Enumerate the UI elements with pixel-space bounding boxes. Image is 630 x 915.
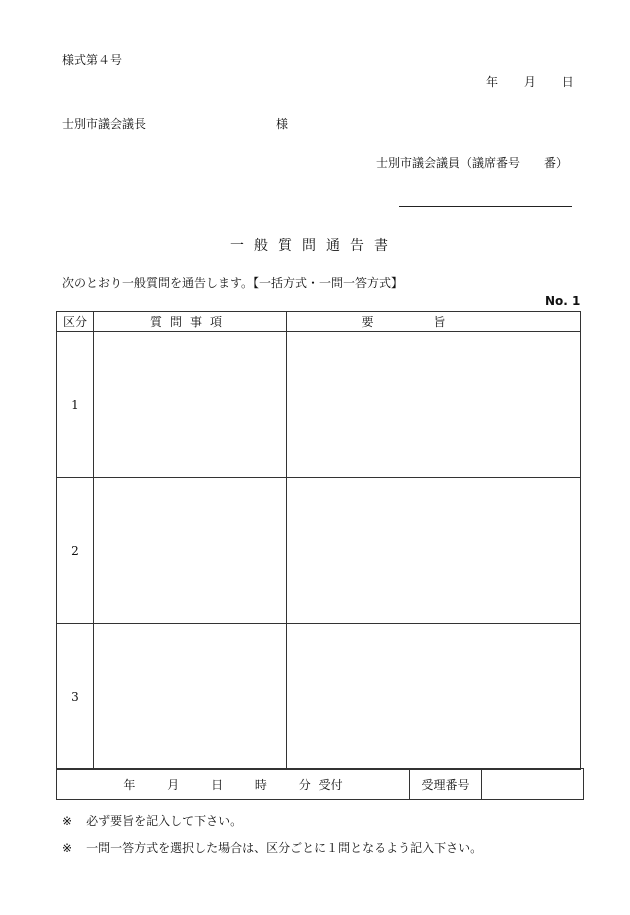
summary-cell[interactable] [287, 332, 581, 478]
question-table [56, 311, 581, 770]
receipt-year: 年 [123, 777, 136, 792]
receipt-number-field[interactable] [482, 769, 584, 800]
receipt-number-label: 受理番号 [410, 769, 482, 800]
document-title: 一般質問通告書 [230, 238, 398, 254]
table-row [57, 478, 581, 624]
date-day: 日 [561, 75, 574, 89]
note-item [62, 839, 482, 856]
header-summary: 要旨 [287, 312, 581, 332]
row-number: 2 [57, 478, 94, 624]
page-number: No. 1 [545, 294, 581, 308]
question-cell[interactable] [94, 478, 287, 624]
date-month: 月 [523, 75, 536, 89]
summary-cell[interactable] [287, 478, 581, 624]
receipt-datetime[interactable] [57, 769, 410, 800]
row-number: 3 [57, 624, 94, 770]
table-row [57, 332, 581, 478]
note-mark: ※ [62, 814, 73, 828]
question-cell[interactable] [94, 624, 287, 770]
form-number: 様式第４号 [62, 53, 123, 67]
receipt-hour: 時 [254, 777, 267, 792]
table-header-row [57, 312, 581, 332]
signature-line[interactable] [399, 206, 572, 207]
receipt-table [56, 768, 584, 800]
intro-text: 次のとおり一般質問を通告します。【一括方式・一問一答方式】 [62, 276, 404, 290]
question-cell[interactable] [94, 332, 287, 478]
date-line [486, 73, 574, 90]
row-number: 1 [57, 332, 94, 478]
receipt-day: 日 [211, 777, 224, 792]
header-question: 質問事項 [94, 312, 287, 332]
header-category: 区分 [57, 312, 94, 332]
table-row [57, 624, 581, 770]
member-line: 士別市議会議員（議席番号 番） [376, 156, 569, 170]
note-text: 必ず要旨を記入して下さい。 [86, 814, 243, 828]
receipt-month: 月 [167, 777, 180, 792]
addressee: 士別市議会議長 [62, 117, 147, 131]
summary-cell[interactable] [287, 624, 581, 770]
note-text: 一問一答方式を選択した場合は、区分ごとに１問となるよう記入下さい。 [86, 841, 483, 855]
receipt-received: 受付 [318, 777, 343, 792]
receipt-minute: 分 [298, 777, 311, 792]
honorific: 様 [276, 117, 289, 131]
note-mark: ※ [62, 841, 73, 855]
receipt-row [57, 769, 584, 800]
date-year: 年 [486, 75, 499, 89]
note-item [62, 812, 242, 829]
